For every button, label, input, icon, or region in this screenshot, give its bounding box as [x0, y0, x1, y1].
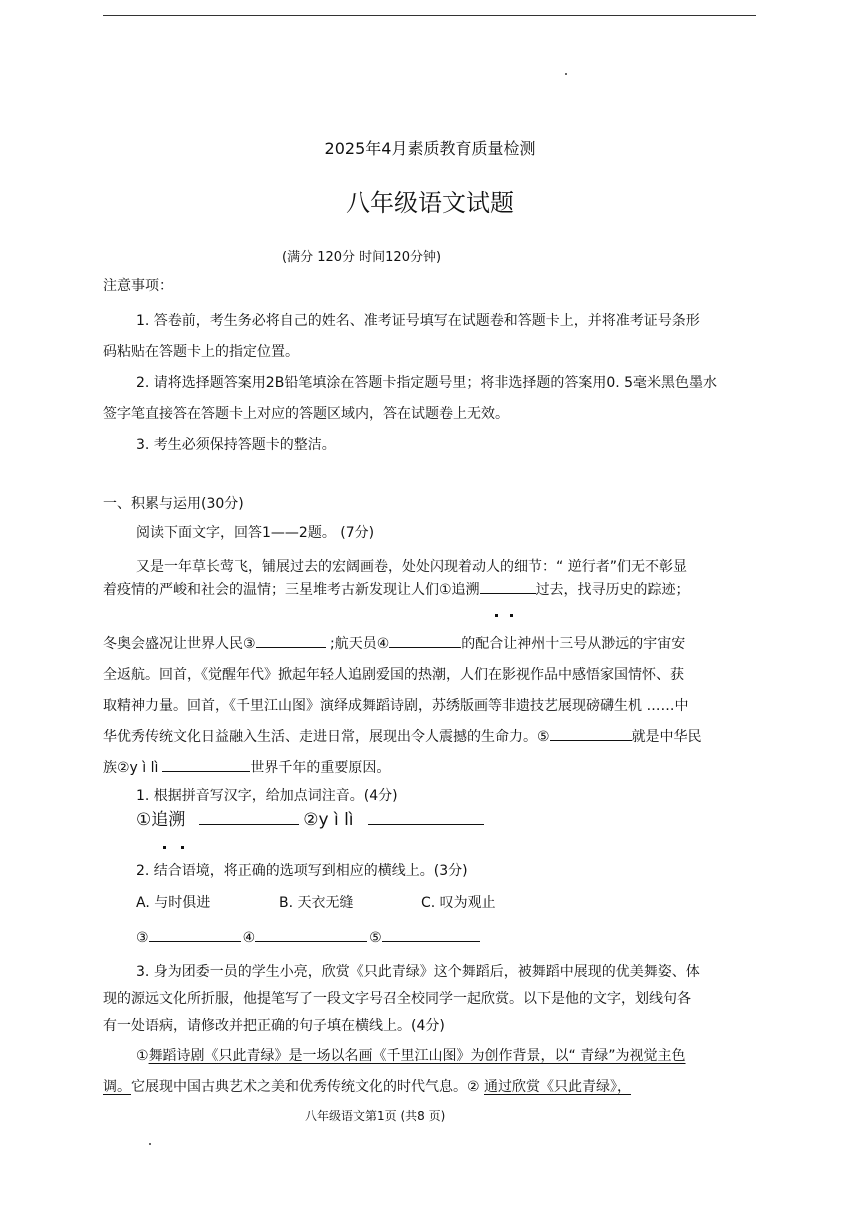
question-3-line: ①舞蹈诗剧《只此青绿》是一场以名画《千里江山图》为创作背景，以“ 青绿”为视觉主色	[136, 1048, 686, 1064]
question-1-stem: 1. 根据拼音写汉字，给加点词注音。(4分)	[136, 788, 398, 804]
emphasis-dot	[510, 614, 513, 617]
passage-line: 全返航。回首，《觉醒年代》掀起年轻人追剧爱国的热潮，人们在影视作品中感悟家国情怀、获	[103, 667, 684, 683]
notice-item: 码粘贴在答题卡上的指定位置。	[103, 344, 299, 360]
underlined-sentence: 舞蹈诗剧《只此青绿》是一场以名画《千里江山图》为创作背景，以“ 青绿”为视觉主色	[148, 1048, 686, 1064]
answer-blank	[389, 633, 461, 648]
answer-blank	[368, 808, 484, 825]
top-rule	[103, 15, 756, 16]
question-3-line: 调。它展现中国古典艺术之美和优秀传统文化的时代气息。② 通过欣赏《只此青绿》，	[103, 1079, 631, 1095]
exam-meta: (满分 120分 时间120分钟)	[282, 250, 442, 265]
notice-item: 签字笔直接答在答题卡上对应的答题区域内，答在试题卷上无效。	[103, 406, 509, 422]
passage-line: 冬奥会盛况让世界人民③ ;航天员④ 的配合让神州十三号从渺远的宇宙安	[103, 633, 685, 654]
answer-blank	[199, 808, 299, 825]
notice-heading: 注意事项：	[103, 278, 173, 294]
exam-name: 2025年4月素质教育质量检测	[324, 139, 536, 158]
question-3-line: 有一处语病，请修改并把正确的句子填在横线上。(4分)	[103, 1018, 445, 1034]
question-2-stem: 2. 结合语境，将正确的选项写到相应的横线上。(3分)	[136, 863, 468, 879]
notice-item: 2. 请将选择题答案用2B铅笔填涂在答题卡指定题号里；将非选择题的答案用0. 5毫米黑色墨水	[136, 375, 718, 391]
reading-intro: 阅读下面文字，回答1——2题。 (7分)	[136, 525, 375, 541]
speck-mark	[565, 73, 567, 75]
speck-mark	[149, 1143, 151, 1145]
answer-blank	[162, 757, 250, 772]
answer-blank	[149, 927, 241, 942]
page-title: 八年级语文试题	[346, 189, 514, 217]
emphasis-dot	[163, 846, 166, 849]
option-b: B. 天衣无缝	[279, 895, 354, 911]
answer-blank	[382, 927, 480, 942]
answer-blank	[255, 927, 367, 942]
emphasis-dot	[181, 846, 184, 849]
passage-line: 取精神力量。回首，《千里江山图》演绎成舞蹈诗剧，苏绣版画等非遗技艺展现磅礴生机 ……中	[103, 698, 689, 714]
underlined-sentence: 调。	[103, 1079, 131, 1095]
notice-item: 3. 考生必须保持答题卡的整洁。	[136, 437, 336, 453]
question-3-line: 现的源远文化所折服，他提笔写了一段文字号召全校同学一起欣赏。以下是他的文字，划线句各	[103, 991, 691, 1007]
passage-line: 又是一年草长莺飞，铺展过去的宏阔画卷，处处闪现着动人的细节：“ 逆行者”们无不彰显	[136, 559, 687, 575]
question-1-answers: ①追溯 ②y ì lì	[136, 808, 484, 832]
option-a: A. 与时俱进	[136, 895, 211, 911]
answer-blank	[480, 579, 536, 594]
option-c: C. 叹为观止	[421, 895, 496, 911]
page-footer: 八年级语文第1页 (共8 页)	[305, 1109, 446, 1123]
question-2-blanks: ③ ④ ⑤	[136, 927, 480, 948]
passage-line: 族②y ì lì 世界千年的重要原因。	[103, 757, 390, 778]
question-3-line: 3. 身为团委一员的学生小亮，欣赏《只此青绿》这个舞蹈后，被舞蹈中展现的优美舞姿、体	[136, 964, 700, 980]
notice-item: 1. 答卷前，考生务必将自己的姓名、准考证号填写在试题卷和答题卡上，并将准考证号条形	[136, 313, 700, 329]
passage-line: 华优秀传统文化日益融入生活、走进日常，展现出令人震撼的生命力。⑤ 就是中华民	[103, 726, 702, 747]
answer-blank	[550, 726, 632, 741]
answer-blank	[256, 633, 326, 648]
passage-line: 着疫情的严峻和社会的温情；三星堆考古新发现让人们①追溯 过去，找寻历史的踪迹；	[103, 579, 690, 600]
underlined-sentence: 通过欣赏《只此青绿》，	[484, 1079, 631, 1095]
section-heading: 一、积累与运用(30分)	[103, 496, 244, 512]
emphasis-dot	[495, 614, 498, 617]
